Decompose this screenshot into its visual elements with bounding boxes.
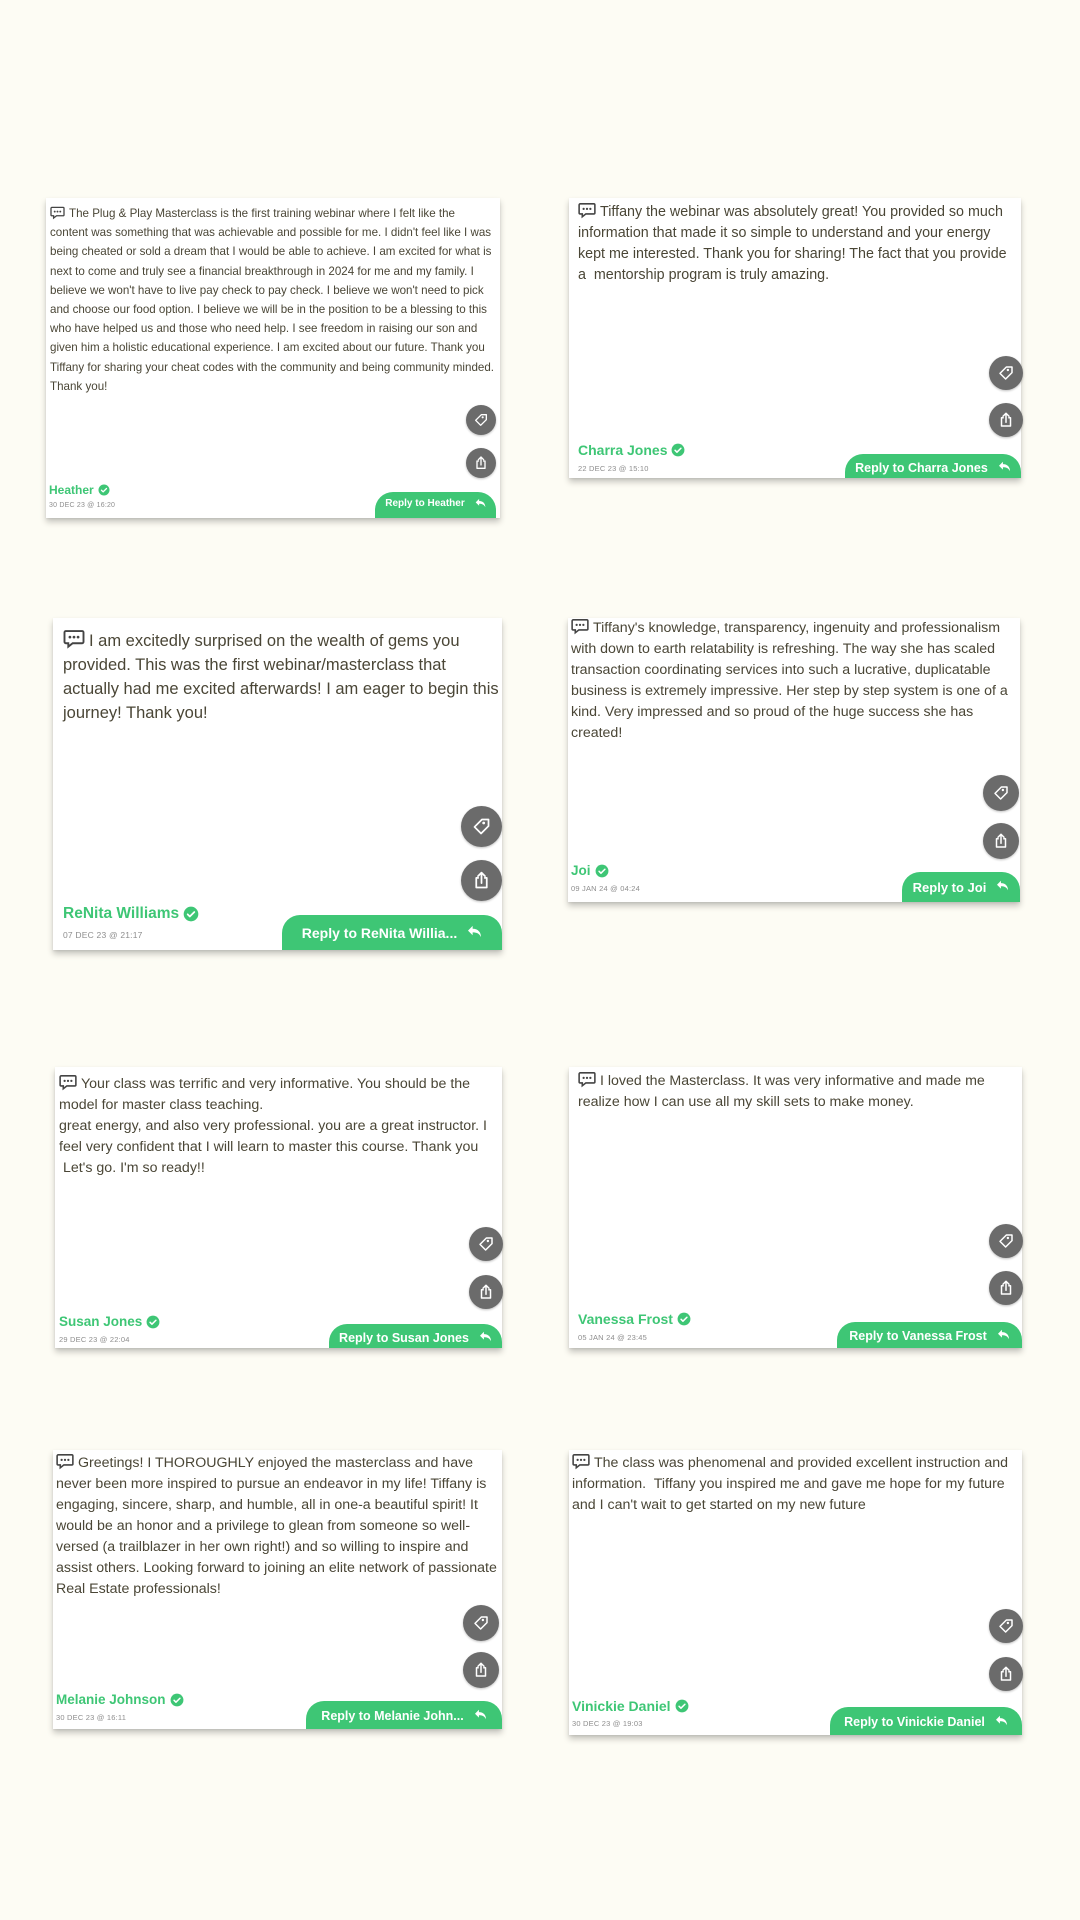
speech-bubble-icon [578,1071,596,1087]
reply-button[interactable]: Reply to Heather [375,492,496,518]
reply-arrow-icon [474,1709,487,1720]
reply-arrow-icon [479,1331,492,1342]
reply-arrow-icon [995,1715,1008,1726]
testimonial-card [53,1450,502,1729]
post-date: 30 DEC 23 @ 16:20 [49,502,116,509]
verified-check-icon [183,906,199,922]
verified-check-icon [98,484,110,496]
reply-button[interactable]: Reply to Susan Jones [329,1324,502,1348]
reply-arrow-icon [996,880,1009,891]
post-date: 29 DEC 23 @ 22:04 [59,1335,130,1344]
author-name: Joi [571,863,609,878]
speech-bubble-icon [63,629,85,648]
tag-button[interactable] [461,806,502,847]
testimonial-text-content: Tiffany the webinar was absolutely great! You provided so much information that made it so simple to understand and your energy kept me interested. Thank you for sharing! The fact that you provide a mentorship program is truly amazing. [578,204,1011,283]
tag-button[interactable] [466,405,496,435]
post-date: 30 DEC 23 @ 16:11 [56,1713,127,1722]
testimonial-text [50,204,496,396]
tag-icon [997,1232,1015,1250]
tag-icon [473,412,489,428]
testimonial-text-content: I am excitedly surprised on the wealth of gems you provided. This was the first webinar/masterclass that actually had me excited afterwards! I am eager to begin this journey! Thank you! [63,632,504,722]
reply-button[interactable]: Reply to ReNita Willia... [282,915,502,950]
testimonial-card [569,1067,1022,1348]
reply-arrow-icon [997,1329,1010,1340]
author-name: Susan Jones [59,1314,160,1329]
testimonial-text [56,1453,501,1600]
testimonial-text-content: Your class was terrific and very informative. You should be the model for master class teaching. great energy, and also very professional. you are a great instructor. I feel very confident that I will learn to master this course. Thank you Let's go. I'm so ready!! [59,1076,487,1176]
share-icon [473,455,489,471]
author-name: Melanie Johnson [56,1692,184,1707]
post-date: 05 JAN 24 @ 23:45 [578,1333,647,1342]
share-icon [997,411,1015,429]
testimonial-text [578,1071,1019,1113]
testimonial-text [571,618,1017,744]
author-name: Vinickie Daniel [572,1698,689,1714]
testimonial-card [55,1067,502,1348]
author-name: Heather [49,483,110,497]
tag-icon [992,784,1010,802]
share-icon [477,1283,495,1301]
speech-bubble-icon [572,1453,590,1469]
share-icon [472,1661,490,1679]
share-button[interactable] [469,1275,503,1309]
share-button[interactable] [989,1271,1023,1305]
testimonial-text-content: The Plug & Play Masterclass is the first training webinar where I felt like the content was something that was achievable and possible for me. I didn't feel like I was being cheated or sold a dream that I would be able to achieve. I am excited for what is next to come and truly see a financial breakthrough in 2024 for me and my family. I believe we won't have to live pay check to pay check. I believe we won't need to pick and choose our food option. I believe we will be in the position to be a blessing to this who have helped us and those who need help. I see freedom in raising our son and given him a holistic educational experience. I am excited about our future. Thank you Tiffany for sharing your cheat codes with the community and being community minded. Thank you! [50,207,498,393]
testimonial-text-content: Tiffany's knowledge, transparency, ingenuity and professionalism with down to earth relatability is refreshing. The way she has scaled transaction coordinating services into such a lucrative, duplicatable business is extremely impressive. Her step by step system is one of a kind. Very impressed and so proud of the huge success she has created! [571,620,1012,741]
verified-check-icon [671,443,685,457]
share-button[interactable] [461,860,502,901]
tag-button[interactable] [989,1224,1023,1258]
share-button[interactable] [989,403,1023,437]
reply-button[interactable]: Reply to Vanessa Frost [837,1322,1022,1348]
testimonial-card [46,198,500,518]
tag-button[interactable] [983,775,1019,811]
speech-bubble-icon [571,618,589,634]
post-date: 07 DEC 23 @ 21:17 [63,930,143,940]
testimonial-text-content: The class was phenomenal and provided excellent instruction and information. Tiffany you inspired me and gave me hope for my future and I can't wait to get started on my new future [572,1455,1013,1513]
share-button[interactable] [989,1657,1023,1691]
share-button[interactable] [983,823,1019,859]
verified-check-icon [677,1312,691,1326]
tag-button[interactable] [469,1227,503,1261]
reply-arrow-icon [998,461,1011,472]
verified-check-icon [170,1693,184,1707]
share-button[interactable] [466,448,496,478]
author-name: Charra Jones [578,442,685,458]
speech-bubble-icon [578,202,596,218]
tag-icon [472,1614,490,1632]
author-name: Vanessa Frost [578,1311,691,1327]
testimonial-text [578,202,1018,286]
share-icon [997,1279,1015,1297]
testimonial-card [568,618,1020,902]
testimonial-text-content: I loved the Masterclass. It was very informative and made me realize how I can use all my skill sets to make money. [578,1073,989,1110]
tag-icon [477,1235,495,1253]
speech-bubble-icon [59,1074,77,1090]
reply-button[interactable]: Reply to Melanie John... [306,1701,502,1729]
post-date: 30 DEC 23 @ 19:03 [572,1719,643,1728]
post-date: 22 DEC 23 @ 15:10 [578,464,649,473]
testimonial-text-content: Greetings! I THOROUGHLY enjoyed the masterclass and have never been more inspired to pursue an endeavor in my life! Tiffany is engaging, sincere, sharp, and humble, all in one-a beautiful spirit! It would be an honor and a privilege to glean from someone so well-versed (a trailblazer in her own right!) and so willing to inspire and assist others. Looking forward to joining an elite network of passionate Real Estate professionals! [56,1455,501,1597]
tag-button[interactable] [989,356,1023,390]
reply-button[interactable]: Reply to Vinickie Daniel [830,1707,1022,1735]
verified-check-icon [146,1315,160,1329]
tag-button[interactable] [989,1609,1023,1643]
verified-check-icon [675,1699,689,1713]
testimonial-card [53,618,502,950]
testimonial-card [569,198,1021,478]
speech-bubble-icon [50,206,65,219]
testimonial-card [569,1450,1022,1735]
tag-button[interactable] [463,1605,499,1641]
share-button[interactable] [463,1652,499,1688]
tag-icon [997,364,1015,382]
speech-bubble-icon [56,1453,74,1469]
share-icon [471,870,492,891]
reply-button[interactable]: Reply to Joi [902,872,1020,902]
tag-icon [471,816,492,837]
testimonial-text [59,1074,503,1179]
post-date: 09 JAN 24 @ 04:24 [571,884,640,893]
testimonial-text [572,1453,1020,1516]
share-icon [992,832,1010,850]
reply-button[interactable]: Reply to Charra Jones [845,454,1021,478]
share-icon [997,1665,1015,1683]
testimonial-text [63,629,504,725]
reply-arrow-icon [475,498,486,508]
tag-icon [997,1617,1015,1635]
reply-arrow-icon [467,925,482,938]
verified-check-icon [595,864,609,878]
author-name: ReNita Williams [63,905,199,923]
